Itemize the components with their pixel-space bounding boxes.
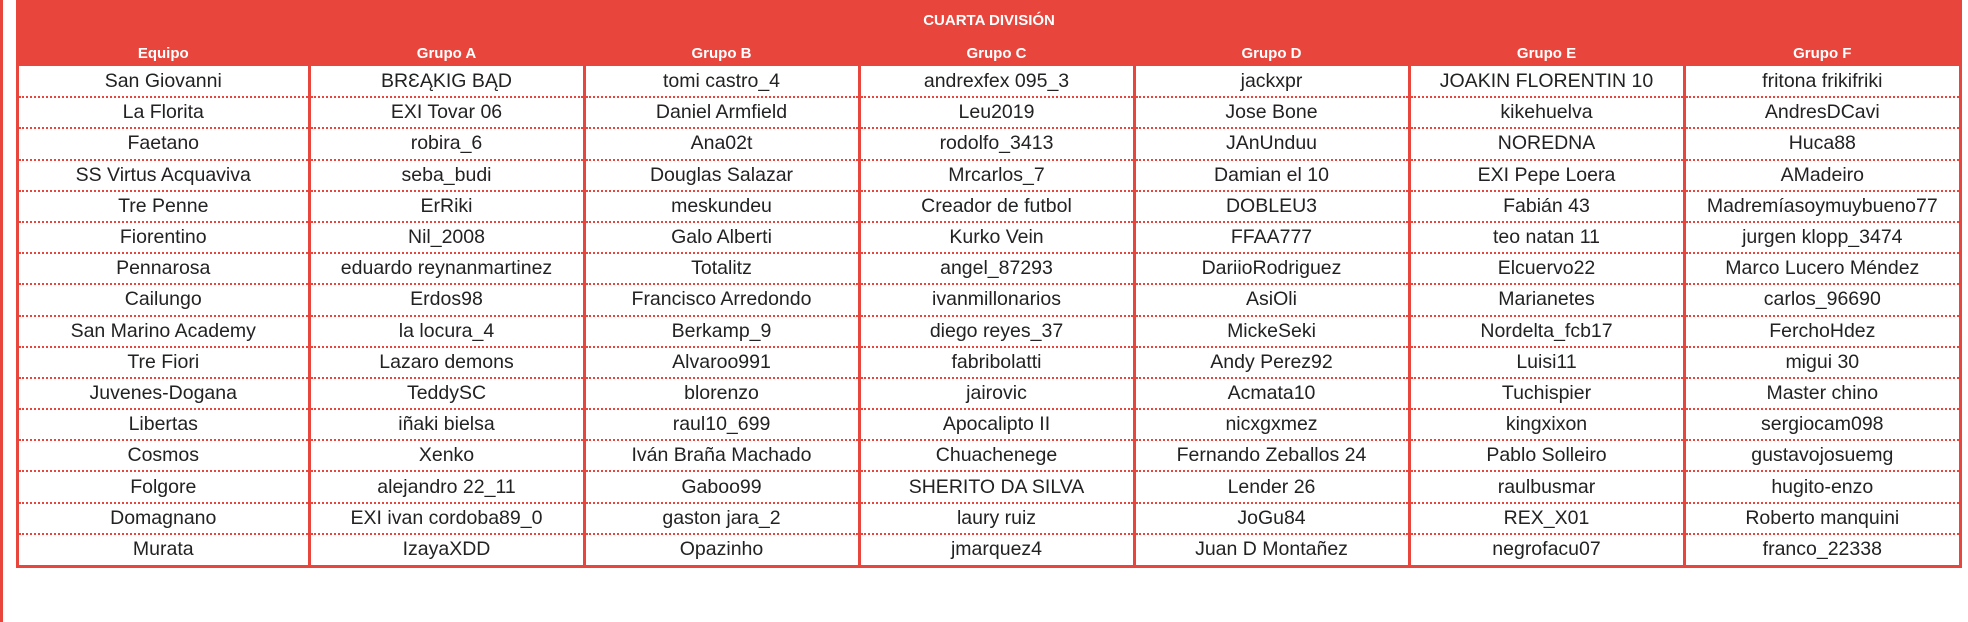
grupo-f-player-cell: franco_22338 [1684, 534, 1959, 565]
grupo-c-player-cell: Chuachenege [859, 440, 1134, 471]
grupo-c-player-cell: Creador de futbol [859, 191, 1134, 222]
table-row [19, 503, 1959, 534]
table-row [19, 222, 1959, 253]
grupo-a-player-cell: iñaki bielsa [309, 409, 584, 440]
grupo-e-player-cell: NOREDNA [1409, 128, 1684, 159]
grupo-a-player-cell: Erdos98 [309, 284, 584, 315]
grupo-c-player-cell: fabribolatti [859, 347, 1134, 378]
team-name-cell: Tre Fiori [19, 347, 309, 378]
grupo-d-player-cell: Lender 26 [1134, 471, 1409, 502]
column-header-grupo-d: Grupo D [1134, 40, 1409, 66]
table-row [19, 378, 1959, 409]
division-title: CUARTA DIVISIÓN [19, 0, 1959, 40]
grupo-f-player-cell: AndresDCavi [1684, 97, 1959, 128]
table-row [19, 347, 1959, 378]
table-row [19, 191, 1959, 222]
grupo-e-player-cell: Elcuervo22 [1409, 253, 1684, 284]
column-header-grupo-b: Grupo B [584, 40, 859, 66]
grupo-a-player-cell: Nil_2008 [309, 222, 584, 253]
team-name-cell: San Marino Academy [19, 316, 309, 347]
team-name-cell: Pennarosa [19, 253, 309, 284]
grupo-a-player-cell: BRƐĄKIG BĄD [309, 66, 584, 97]
grupo-c-player-cell: Apocalipto II [859, 409, 1134, 440]
grupo-e-player-cell: kikehuelva [1409, 97, 1684, 128]
grupo-d-player-cell: jackxpr [1134, 66, 1409, 97]
grupo-a-player-cell: ErRiki [309, 191, 584, 222]
grupo-c-player-cell: jairovic [859, 378, 1134, 409]
grupo-c-player-cell: Leu2019 [859, 97, 1134, 128]
division-table-container [16, 0, 1962, 568]
team-name-cell: La Florita [19, 97, 309, 128]
grupo-b-player-cell: Douglas Salazar [584, 160, 859, 191]
grupo-d-player-cell: Jose Bone [1134, 97, 1409, 128]
team-name-cell: Libertas [19, 409, 309, 440]
grupo-a-player-cell: TeddySC [309, 378, 584, 409]
grupo-c-player-cell: diego reyes_37 [859, 316, 1134, 347]
grupo-f-player-cell: sergiocam098 [1684, 409, 1959, 440]
table-row [19, 66, 1959, 97]
grupo-b-player-cell: Ana02t [584, 128, 859, 159]
grupo-b-player-cell: Daniel Armfield [584, 97, 859, 128]
grupo-c-player-cell: andrexfex 095_3 [859, 66, 1134, 97]
column-header-equipo: Equipo [19, 40, 309, 66]
grupo-e-player-cell: Luisi11 [1409, 347, 1684, 378]
table-row [19, 534, 1959, 565]
table-row [19, 284, 1959, 315]
grupo-c-player-cell: SHERITO DA SILVA [859, 471, 1134, 502]
grupo-b-player-cell: meskundeu [584, 191, 859, 222]
table-row [19, 440, 1959, 471]
grupo-c-player-cell: jmarquez4 [859, 534, 1134, 565]
team-name-cell: Fiorentino [19, 222, 309, 253]
grupo-f-player-cell: migui 30 [1684, 347, 1959, 378]
table-body [19, 66, 1959, 565]
grupo-a-player-cell: la locura_4 [309, 316, 584, 347]
grupo-c-player-cell: Kurko Vein [859, 222, 1134, 253]
grupo-e-player-cell: kingxixon [1409, 409, 1684, 440]
grupo-b-player-cell: Totalitz [584, 253, 859, 284]
grupo-d-player-cell: DariioRodriguez [1134, 253, 1409, 284]
team-name-cell: SS Virtus Acquaviva [19, 160, 309, 191]
team-name-cell: Domagnano [19, 503, 309, 534]
grupo-f-player-cell: Madremíasoymuybueno77 [1684, 191, 1959, 222]
grupo-b-player-cell: Alvaroo991 [584, 347, 859, 378]
grupo-e-player-cell: teo natan 11 [1409, 222, 1684, 253]
grupo-d-player-cell: FFAA777 [1134, 222, 1409, 253]
table-row [19, 316, 1959, 347]
team-name-cell: Murata [132, 538, 194, 561]
column-header-grupo-e: Grupo E [1409, 40, 1684, 66]
table-row [19, 160, 1959, 191]
grupo-b-player-cell: blorenzo [584, 378, 859, 409]
grupo-a-player-cell: EXI Tovar 06 [309, 97, 584, 128]
grupo-a-player-cell: seba_budi [309, 160, 584, 191]
team-name-cell: Cosmos [19, 440, 309, 471]
grupo-c-player-cell: rodolfo_3413 [859, 128, 1134, 159]
grupo-e-player-cell: JOAKIN FLORENTIN 10 [1409, 66, 1684, 97]
grupo-c-player-cell: angel_87293 [859, 253, 1134, 284]
team-name-cell: Juvenes-Dogana [19, 378, 309, 409]
grupo-a-player-cell: robira_6 [309, 128, 584, 159]
grupo-f-player-cell: Roberto manquini [1684, 503, 1959, 534]
team-name-cell: Folgore [19, 471, 309, 502]
header-row [19, 40, 1959, 66]
grupo-e-player-cell: Nordelta_fcb17 [1409, 316, 1684, 347]
grupo-e-player-cell: negrofacu07 [1409, 534, 1684, 565]
column-header-grupo-f: Grupo F [1684, 40, 1959, 66]
grupo-b-player-cell: tomi castro_4 [584, 66, 859, 97]
grupo-c-player-cell: ivanmillonarios [859, 284, 1134, 315]
grupo-b-player-cell: gaston jara_2 [584, 503, 859, 534]
grupo-d-player-cell: Juan D Montañez [1134, 534, 1409, 565]
grupo-a-player-cell: Lazaro demons [309, 347, 584, 378]
grupo-a-player-cell: IzayaXDD [309, 534, 584, 565]
grupo-f-player-cell: AMadeiro [1684, 160, 1959, 191]
grupo-e-player-cell: raulbusmar [1409, 471, 1684, 502]
grupo-f-player-cell: Marco Lucero Méndez [1684, 253, 1959, 284]
grupo-f-player-cell: Huca88 [1684, 128, 1959, 159]
title-row [19, 0, 1959, 40]
grupo-a-player-cell: alejandro 22_11 [309, 471, 584, 502]
grupo-b-player-cell: Iván Braña Machado [584, 440, 859, 471]
grupo-d-player-cell: JoGu84 [1134, 503, 1409, 534]
grupo-d-player-cell: Damian el 10 [1134, 160, 1409, 191]
grupo-b-player-cell: Galo Alberti [584, 222, 859, 253]
grupo-e-player-cell: Pablo Solleiro [1409, 440, 1684, 471]
grupo-b-player-cell: Opazinho [584, 534, 859, 565]
grupo-e-player-cell: Fabián 43 [1409, 191, 1684, 222]
grupo-e-player-cell: REX_X01 [1409, 503, 1684, 534]
table-row [19, 409, 1959, 440]
grupo-b-player-cell: raul10_699 [584, 409, 859, 440]
table-row [19, 471, 1959, 502]
grupo-a-player-cell: Xenko [309, 440, 584, 471]
column-header-grupo-a: Grupo A [309, 40, 584, 66]
team-name-cell: Tre Penne [19, 191, 309, 222]
grupo-d-player-cell: Andy Perez92 [1134, 347, 1409, 378]
grupo-f-player-cell: fritona frikifriki [1684, 66, 1959, 97]
grupo-f-player-cell: Master chino [1684, 378, 1959, 409]
grupo-f-player-cell: jurgen klopp_3474 [1684, 222, 1959, 253]
grupo-d-player-cell: JAnUnduu [1134, 128, 1409, 159]
grupo-d-player-cell: DOBLEU3 [1134, 191, 1409, 222]
grupo-c-player-cell: Mrcarlos_7 [859, 160, 1134, 191]
grupo-d-player-cell: Acmata10 [1134, 378, 1409, 409]
grupo-d-player-cell: MickeSeki [1134, 316, 1409, 347]
grupo-a-player-cell: eduardo reynanmartinez [309, 253, 584, 284]
grupo-e-player-cell: Tuchispier [1409, 378, 1684, 409]
division-table [19, 0, 1959, 565]
column-header-grupo-c: Grupo C [859, 40, 1134, 66]
table-row [19, 97, 1959, 128]
grupo-b-player-cell: Francisco Arredondo [584, 284, 859, 315]
grupo-e-player-cell: Marianetes [1409, 284, 1684, 315]
team-name-cell: Cailungo [19, 284, 309, 315]
table-row [19, 128, 1959, 159]
table-row [19, 253, 1959, 284]
grupo-b-player-cell: Berkamp_9 [584, 316, 859, 347]
grupo-d-player-cell: AsiOli [1134, 284, 1409, 315]
grupo-c-player-cell: laury ruiz [859, 503, 1134, 534]
grupo-a-player-cell: EXI ivan cordoba89_0 [309, 503, 584, 534]
grupo-b-player-cell: Gaboo99 [584, 471, 859, 502]
team-name-cell: Faetano [19, 128, 309, 159]
team-name-cell: San Giovanni [19, 66, 309, 97]
left-border-rule [0, 0, 3, 622]
grupo-e-player-cell: EXI Pepe Loera [1409, 160, 1684, 191]
grupo-f-player-cell: FerchoHdez [1684, 316, 1959, 347]
grupo-d-player-cell: Fernando Zeballos 24 [1134, 440, 1409, 471]
grupo-f-player-cell: gustavojosuemg [1684, 440, 1959, 471]
grupo-f-player-cell: carlos_96690 [1684, 284, 1959, 315]
grupo-d-player-cell: nicxgxmez [1134, 409, 1409, 440]
grupo-f-player-cell: hugito-enzo [1684, 471, 1959, 502]
